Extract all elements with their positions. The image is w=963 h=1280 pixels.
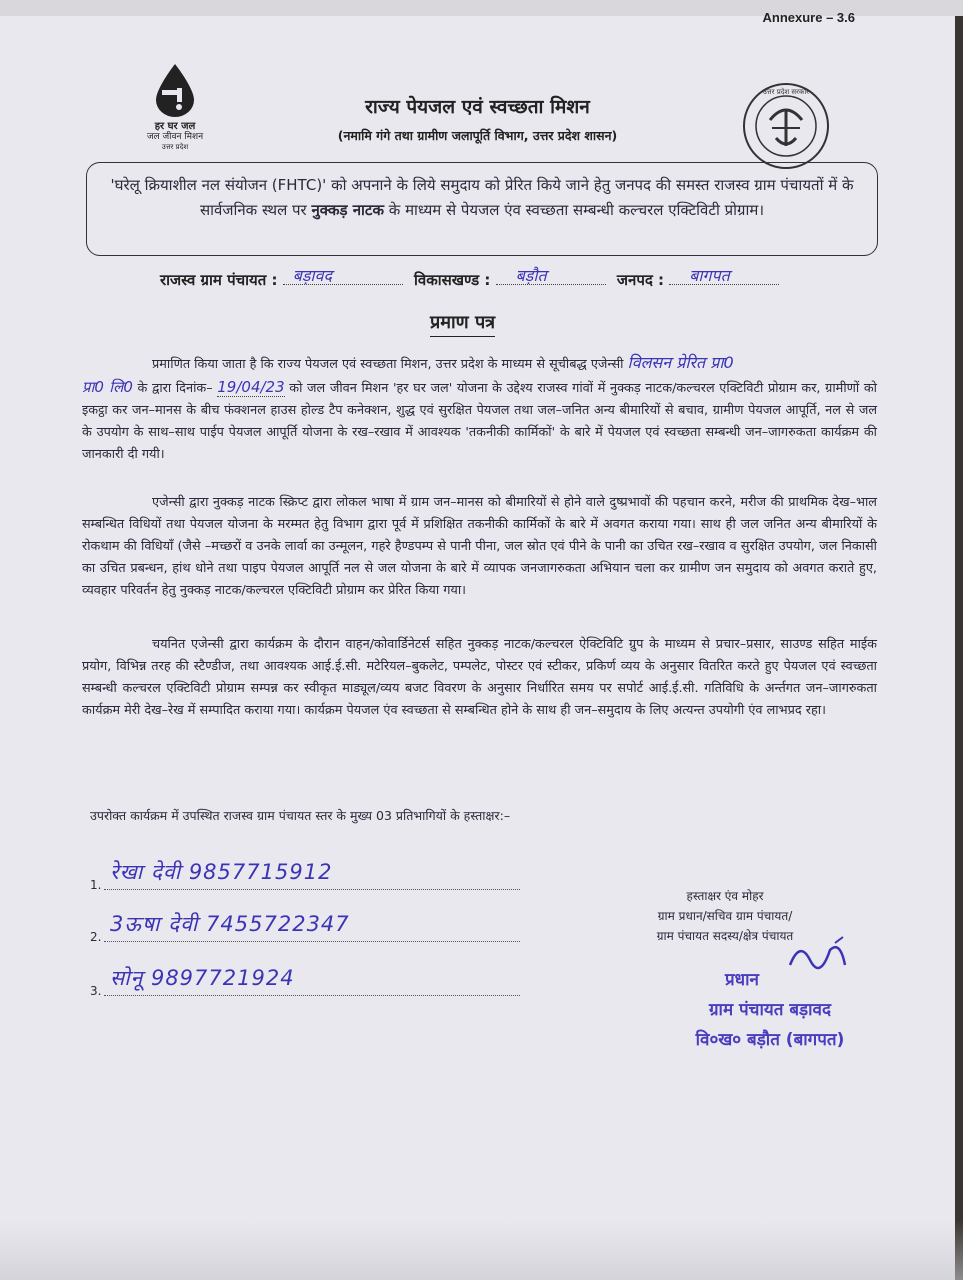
panchayat-value: बड़ावद [292,266,332,285]
block-value: बड़ौत [515,266,547,285]
paragraph-3 [82,634,877,722]
para3-text: चयनित एजेन्सी द्वारा कार्यक्रम के दौरान वाहन/कोवार्डिनेटर्स सहित नुक्कड़ नाटक/कल्चरल ऐक्टिविटि ग्रुप के माध्यम से प्रचार–प्रसार, साउण्ड सहित माईक प्रयोग, विभिन्न तरह की स्टैण्डीज, तथा आवश्यक आई.ई.सी. मटेरियल–बुकलेट, पम्पलेट, पोस्टर एवं स्टीकर, प्रकिर्ण व्यय के अनुसार वितरित करते हुए पेयजल एवं स्वच्छता सम्बन्धी कल्चरल एक्टिविटी प्रोग्राम सम्पन्न कर स्वीकृत माड्यूल/व्यय बजट विवरण के अनुसार निर्धारित समय पर सपोर्ट आई.ई.सी. गतिविधि के अर्न्तगत जन–जागरुकता कार्यक्रम मेरी देख–रेख में सम्पादित कराया गया। कार्यक्रम पेयजल एंव स्वच्छता से सम्बन्धित होने के साथ ही जन–समुदाय के लिए अत्यन्त उपयोगी एंव लाभप्रद रहा। [82,637,877,718]
logo-line2: जल जीवन मिशन [146,132,204,142]
sign-role-2: ग्राम पंचायत सदस्य/क्षेत्र पंचायत [656,929,794,943]
participant-signature-3 [90,966,520,998]
page-bottom-shadow [0,1220,963,1280]
paragraph-1 [82,352,877,466]
para1-mid: के द्वारा दिनांक– [132,381,218,396]
para1-start: प्रमाणित किया जाता है कि राज्य पेयजल एवं स्वच्छता मिशन, उत्तर प्रदेश के माध्यम से सूचीबद्ध एजेन्सी [152,357,628,372]
participant-number: 1. [90,878,102,892]
participant-signature-2 [90,912,520,944]
location-fields [160,266,880,290]
paragraph-2 [82,492,877,602]
para1-rest: को जल जीवन मिशन 'हर घर जल' योजना के उद्देश्य राजस्व गांवों में नुक्कड़ नाटक/कल्चरल एक्टिविटी प्रोग्राम कर, ग्रामीणों को इकट्ठा कर जन–मानस के बीच फंक्शनल हाउस होल्ड टैप कनेक्शन, शुद्ध एवं सुरक्षित पेयजल तथा जल–जनित अन्य बीमारियों से बचाव, ग्रामीण पेयजल आपूर्ति, नल से जल के उपयोग के साथ–साथ पाईप पेयजल आपूर्ति योजना के रख–रखाव में आवश्यक 'तकनीकी कार्मिकों' के बारे में पेयजल एवं स्वच्छता सम्बन्धी जन–जागरुकता कार्यक्रम की जानकारी दी गयी। [82,381,877,462]
participant-number: 3. [90,984,102,998]
participants-intro: उपरोक्त कार्यक्रम में उपस्थित राजस्व ग्राम पंचायत स्तर के मुख्य 03 प्रतिभागियों के हस्ताक्षर:– [90,808,511,823]
sign-role-1: ग्राम प्रधान/सचिव ग्राम पंचायत/ [657,909,793,923]
panchayat-field [283,266,403,285]
para2-text: एजेन्सी द्वारा नुक्कड़ नाटक स्क्रिप्ट द्वारा लोकल भाषा में ग्राम जन–मानस को बीमारियों से होने वाले दुष्प्रभावों की पहचान करने, मरीज की प्राथमिक देख–भाल सम्बन्धित विधियों तथा पेयजल योजना के मरम्मत हेतु विभाग द्वारा पूर्व में प्रशिक्षित तकनीकी कार्मिकों के बारे में अवगत कराया गया। साथ ही जल जनित अन्य बीमारियों के रोकथाम की विधियाँ (जैसे –मच्छरों व उनके लार्वा का उन्मूलन, गहरे हैण्डपम्प से पानी पीना, जल स्रोत एवं पीने के पानी का उचित रख–रखाव व सुरक्षित उपयोग, जल निकासी का उचित प्रबन्धन, हांथ धोने तथा पाइप पेयजल आपूर्ति नल से जल योजना के बारे में व्यापक जनजागरुकता अभियान चला कर ग्रामीण जन समुदाय को अवगत कराते हुए, व्यवहार परिवर्तन हेतु नुक्कड़ नाटक/कल्चरल एक्टिविटी प्रोग्राम कर प्रेरित किया गया। [82,495,877,598]
participant-signature-1 [90,860,520,892]
participant-handwriting: रेखा देवी 9857715912 [110,860,333,884]
participant-handwriting: 3ऊषा देवी 7455722347 [110,912,350,936]
box-text-bold: नुक्कड़ नाटक [311,201,385,219]
box-text-before: 'घरेलू क्रियाशील नल संयोजन (FHTC)' को अपनाने के लिये समुदाय को प्रेरित किये जाने हेतु जनपद की समस्त राजस्व ग्राम पंचायतों में के सार्वजनिक स्थल पर [110,176,854,219]
district-label: जनपद : [616,271,665,289]
header-subtitle: (नमामि गंगे तथा ग्रामीण जलापूर्ति विभाग, उत्तर प्रदेश शासन) [337,128,618,143]
header-title: राज्य पेयजल एवं स्वच्छता मिशन [365,96,590,118]
gram-panchayat-stamp [665,965,875,1055]
sign-heading: हस्ताक्षर एंव मोहर [686,889,764,903]
participant-number: 2. [90,930,102,944]
district-field [669,266,779,285]
agency-name-handwritten: विलसन प्रेरित प्रा0 [627,353,734,372]
stamp-line2: ग्राम पंचायत बड़ावद [708,1000,832,1020]
logo-line3: उत्तर प्रदेश [161,143,189,151]
stamp-line1: प्रधान [725,970,759,990]
logo-line1: हर घर जल [154,121,196,132]
emblem-text: उत्तर प्रदेश सरकार [762,88,810,96]
block-label: विकासखण्ड : [413,271,491,289]
annexure-label: Annexure – 3.6 [762,10,855,25]
agency-name-handwritten-2: प्रा0 लि0 [82,378,133,396]
certificate-title: प्रमाण पत्र [430,310,495,337]
program-date-handwritten: 19/04/23 [217,378,285,396]
box-text-after: के माध्यम से पेयजल एंव स्वच्छता सम्बन्धी कल्चरल एक्टिविटी प्रोग्राम। [384,201,765,219]
panchayat-label: राजस्व ग्राम पंचायत : [160,271,278,289]
program-description-box [86,162,878,256]
block-field [496,266,606,285]
stamp-line3: वि०ख० बड़ौत (बागपत) [695,1030,845,1050]
participant-handwriting: सोनू 9897721924 [110,966,295,990]
district-value: बागपत [689,266,730,285]
